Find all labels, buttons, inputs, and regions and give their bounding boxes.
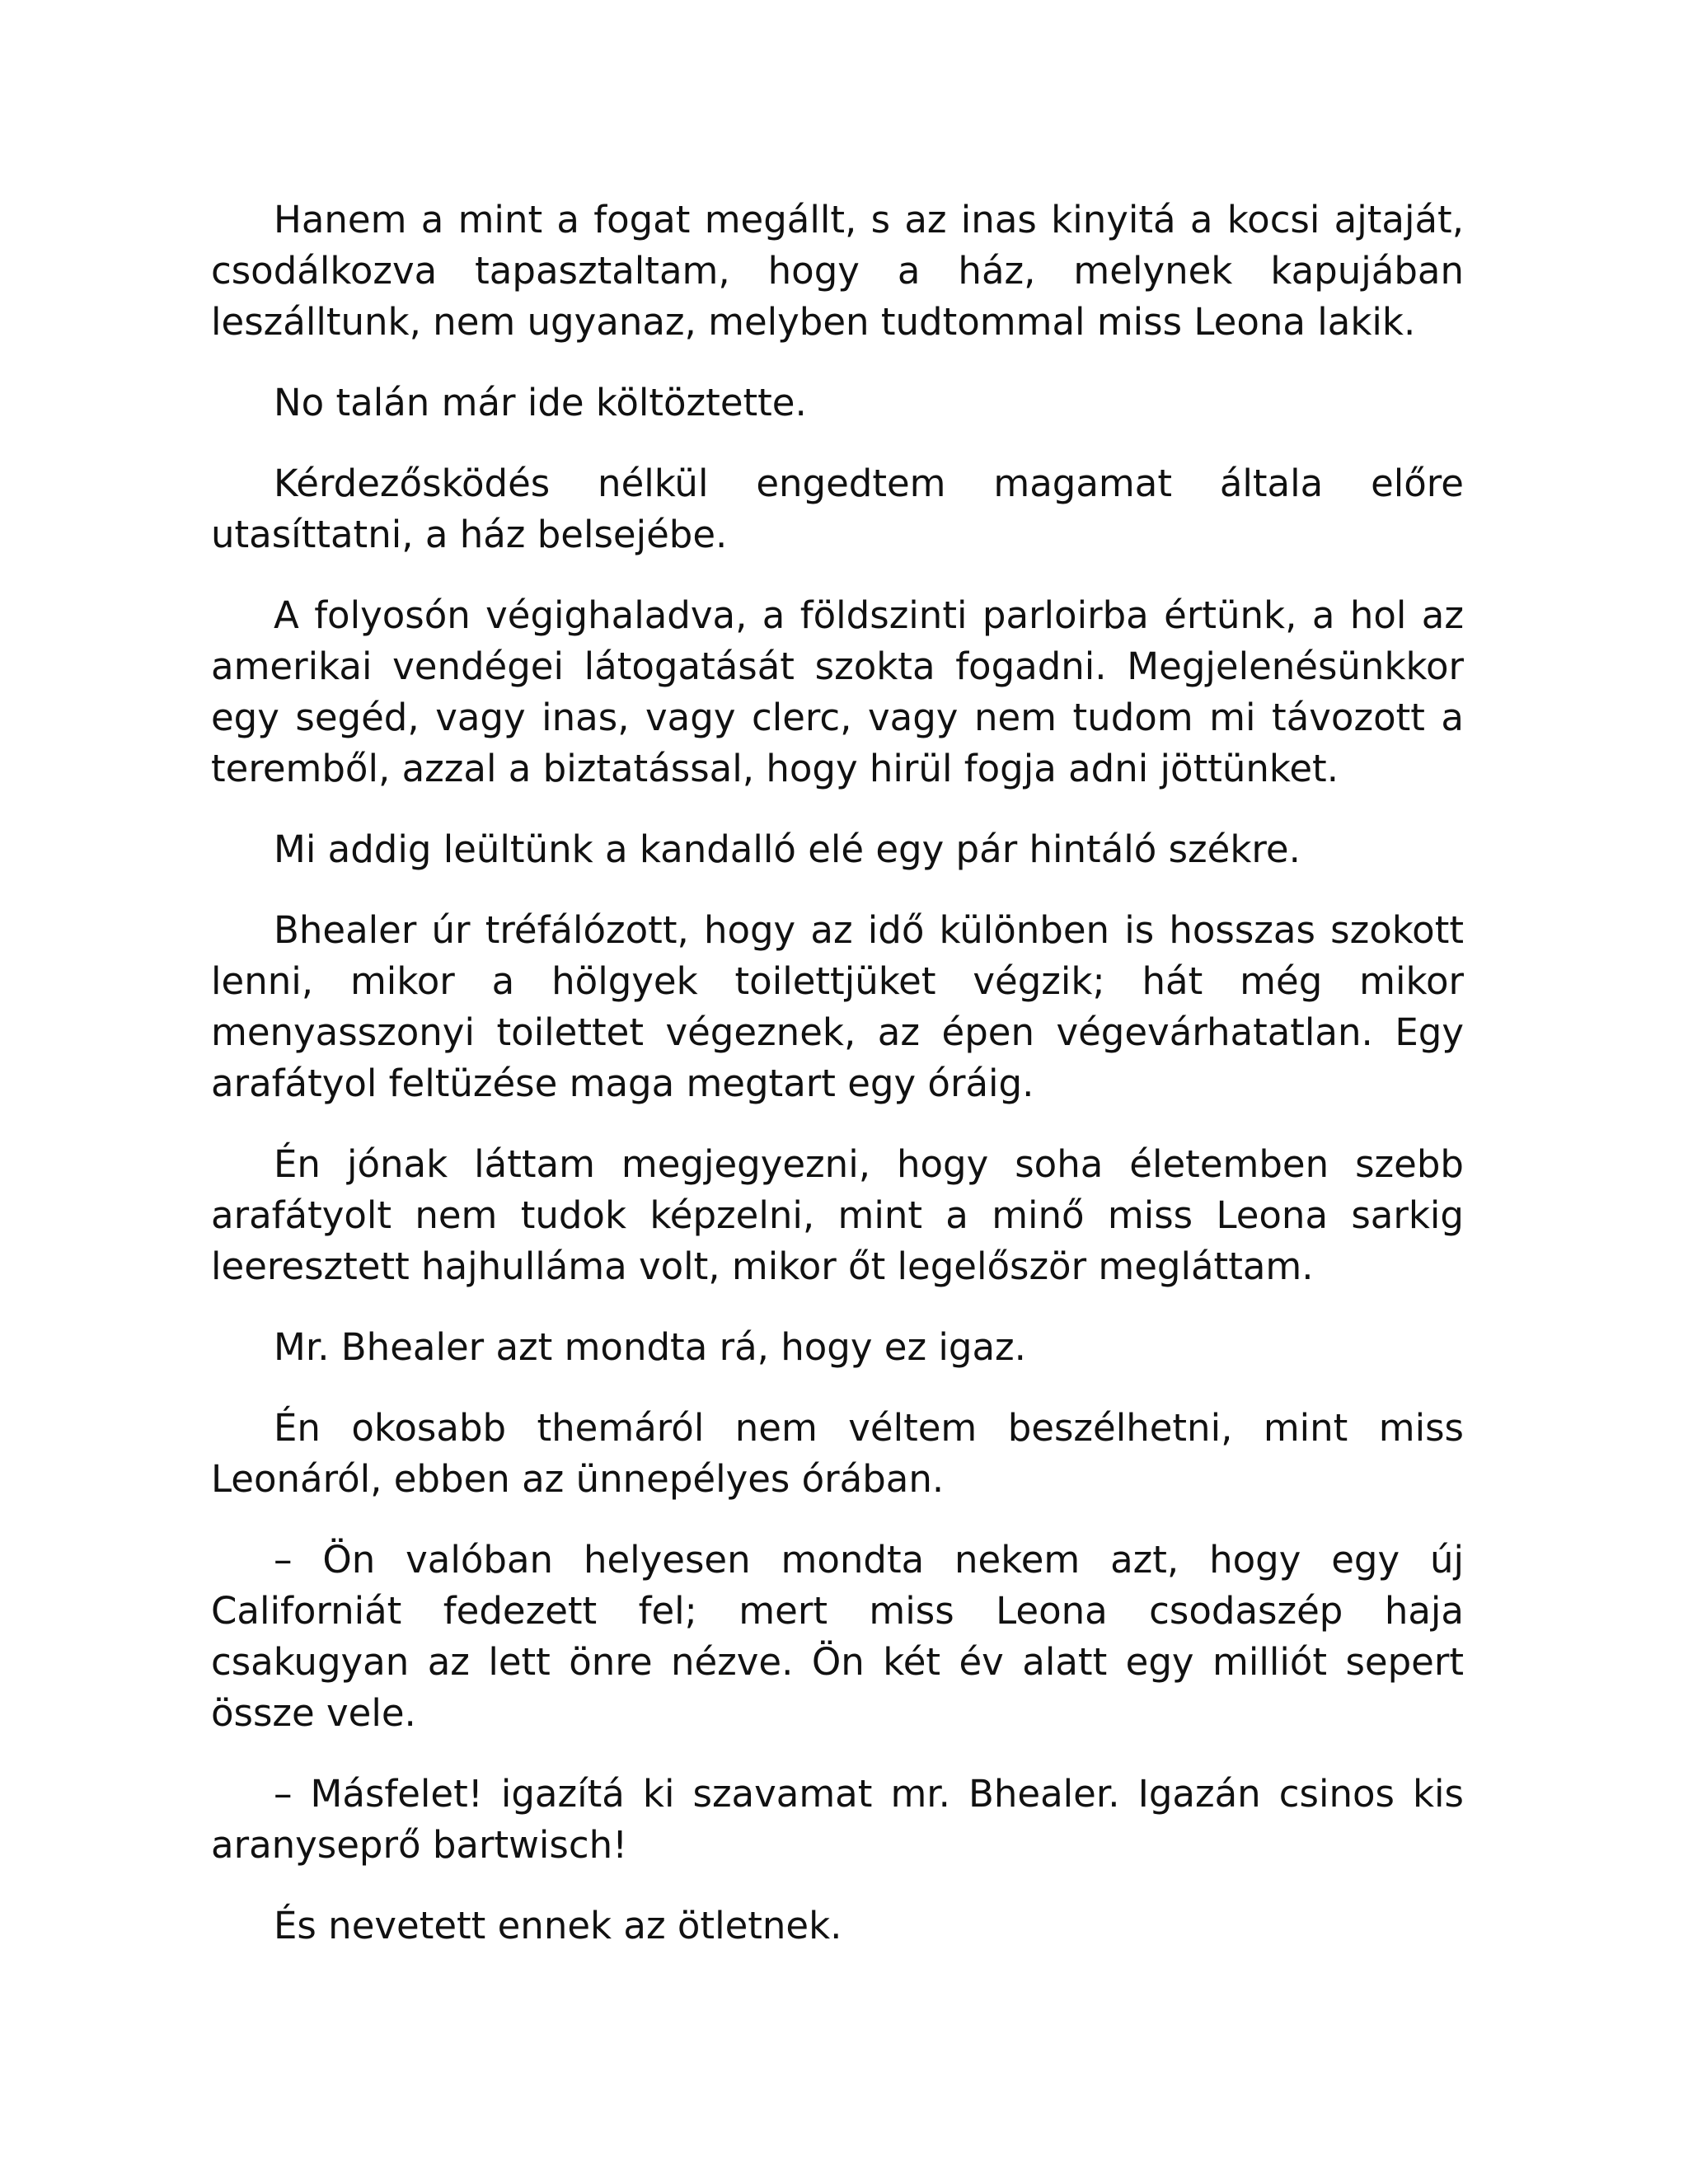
paragraph: – Ön valóban helyesen mondta nekem azt, hogy egy új Californiát fedezett fel; mert miss Leona csodaszép haja csakugyan az lett önre nézve. Ön két év alatt egy milliót sepert össze vele.	[211, 1538, 1464, 1735]
paragraph: No talán már ide költöztette.	[274, 381, 807, 424]
paragraph: – Másfelet! igazítá ki szavamat mr. Bhealer. Igazán csinos kis aranyseprő bartwisch!	[211, 1772, 1464, 1867]
paragraph: Mi addig leültünk a kandalló elé egy pár hintáló székre.	[274, 827, 1301, 871]
paragraph: Mr. Bhealer azt mondta rá, hogy ez igaz.	[274, 1325, 1026, 1369]
paragraph: Én jónak láttam megjegyezni, hogy soha életemben szebb arafátyolt nem tudok képzelni, mint a minő miss Leona sarkig leeresztett hajhulláma volt, mikor őt legelőször megláttam.	[211, 1142, 1464, 1288]
document-page	[211, 194, 1464, 1981]
paragraph: És nevetett ennek az ötletnek.	[274, 1904, 842, 1947]
paragraph: Én okosabb themáról nem véltem beszélhetni, mint miss Leonáról, ebben az ünnepélyes órában.	[211, 1406, 1464, 1501]
paragraph: Kérdezősködés nélkül engedtem magamat általa előre utasíttatni, a ház belsejébe.	[211, 462, 1464, 556]
paragraph: Bhealer úr tréfálózott, hogy az idő különben is hosszas szokott lenni, mikor a hölgyek toilettjüket végzik; hát még mikor menyasszonyi toilettet végeznek, az épen végevárhatatlan. Egy arafátyol feltüzése maga megtart egy óráig.	[211, 908, 1464, 1105]
paragraph: Hanem a mint a fogat megállt, s az inas kinyitá a kocsi ajtaját, csodálkozva tapasztaltam, hogy a ház, melynek kapujában leszálltunk, nem ugyanaz, melyben tudtommal miss Leona lakik.	[211, 198, 1464, 344]
paragraph: A folyosón végighaladva, a földszinti parloirba értünk, a hol az amerikai vendégei látogatását szokta fogadni. Megjelenésünkkor egy segéd, vagy inas, vagy clerc, vagy nem tudom mi távozott a teremből, azzal a biztatással, hogy hirül fogja adni jöttünket.	[211, 593, 1464, 790]
